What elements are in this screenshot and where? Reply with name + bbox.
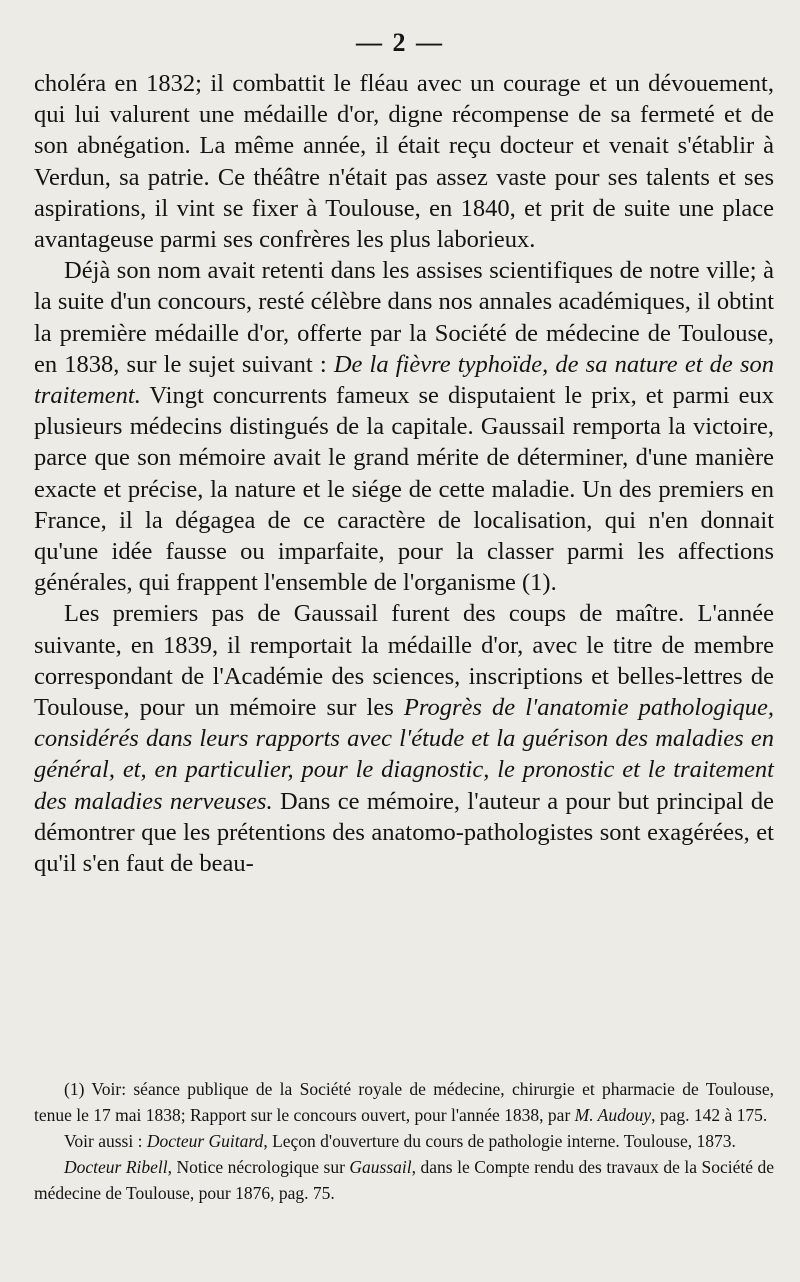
text-run: Vingt concurrents fameux se disputaient le prix, et parmi eux plusieurs médecins distingués de la capitale. Gaussail remporta la victoire, parce que son mémoire avait le grand mérite de déterminer, d'une manière exacte et précise, la nature et le siége de cette maladie. Un des premiers en France, il la dégagea de ce caractère de localisation, qui n'en donnait qu'une idée fausse ou imparfaite, pour la classer parmi les affections générales, qui frappent l'ensemble de l'organisme (1). (34, 382, 774, 597)
text-run: Voir aussi : (64, 1131, 147, 1151)
footnote (34, 1154, 774, 1206)
italic-text: Docteur Ribell (64, 1157, 168, 1177)
footnote (34, 1076, 774, 1128)
text-run: (1) Voir: séance publique de la Société royale de médecine, chirurgie et pharmacie de Toulouse, tenue le 17 mai 1838; Rapport sur le concours ouvert, pour l'année 1838, par (34, 1079, 774, 1125)
text-run: , dans le Compte rendu des travaux de la Société de médecine de Toulouse, pour 1876, pag. 75. (34, 1157, 774, 1203)
text-run: , pag. 142 à 175. (651, 1105, 768, 1125)
text-run: , Notice nécrologique sur (167, 1157, 350, 1177)
paragraph (34, 68, 774, 255)
paragraph (34, 598, 774, 879)
italic-text: Docteur Guitard (146, 1131, 264, 1151)
text-run: Dans ce mémoire, l'auteur a pour but principal de démontrer que les prétentions des anatomo-pathologistes sont exagérées, et qu'il s'en faut de beau- (34, 787, 775, 878)
italic-text: De la fièvre typhoïde, de sa nature et de son traitement. (34, 350, 774, 410)
italic-text: Gaussail (349, 1157, 412, 1177)
page-number: — 2 — (356, 28, 444, 57)
footnotes (34, 1076, 774, 1206)
text-run: Déjà son nom avait retenti dans les assises scientifiques de notre ville; à la suite d'un concours, resté célèbre dans nos annales académiques, il obtint la première médaille d'or, offerte par la Société de médecine de Toulouse, en 1838, sur le sujet suivant : (34, 257, 774, 378)
text-run: choléra en 1832; il combattit le fléau avec un courage et un dévouement, qui lui valurent une médaille d'or, digne récompense de sa fermeté et de son abnégation. La même année, il était reçu docteur et venait s'établir à Verdun, sa patrie. Ce théâtre n'était pas assez vaste pour ses talents et ses aspirations, il vint se fixer à Toulouse, en 1840, et prit de suite une place avantageuse parmi ses confrères les plus laborieux. (34, 70, 774, 254)
text-run: Les premiers pas de Gaussail furent des coups de maître. L'année suivante, en 1839, il remportait la médaille d'or, avec le titre de membre correspondant de l'Académie des sciences, inscriptions et belles-lettres de Toulouse, pour un mémoire sur les (34, 600, 774, 722)
main-text (34, 68, 774, 879)
italic-text: M. Audouy (574, 1105, 652, 1125)
text-run: , Leçon d'ouverture du cours de pathologie interne. Toulouse, 1873. (263, 1131, 736, 1151)
italic-text: Progrès de l'anatomie pathologique, considérés dans leurs rapports avec l'étude et la guérison des maladies en général, et, en particulier, pour le diagnostic, le pronostic et le traitement des maladies nerveuses. (34, 694, 774, 815)
footnote (34, 1128, 774, 1154)
paragraph (34, 255, 774, 598)
